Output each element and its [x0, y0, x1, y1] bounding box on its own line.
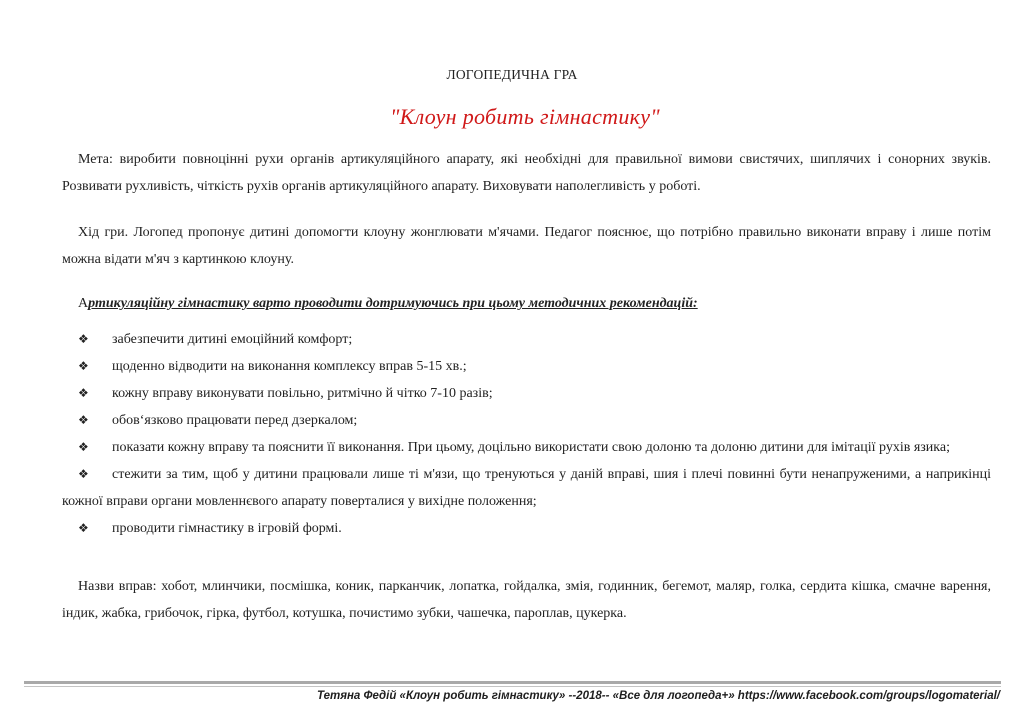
- list-item-text: стежити за тим, щоб у дитини працювали лише ті м'язи, що тренуються у даній вправі, шия і плечі повинні бути ненапруженими, а наприкінці кожної вправи органи мовленнєвого апарату поверталися у вихідне положення;: [62, 467, 991, 509]
- list-item-text: забезпечити дитині емоційний комфорт;: [112, 332, 353, 347]
- list-item: [62, 326, 991, 353]
- exercise-names-paragraph: Назви вправ: хобот, млинчики, посмішка, коник, парканчик, лопатка, гойдалка, змія, годинник, бегемот, маляр, голка, сердита кішка, смачне варення, індик, жабка, грибочок, гірка, футбол, котушка, почистимо зубки, чашечка, пароплав, цукерка.: [62, 579, 991, 621]
- list-item: [62, 407, 991, 434]
- intro-first-letter: А: [78, 296, 89, 311]
- list-item: [62, 461, 991, 515]
- list-item-text: проводити гімнастику в ігровій формі.: [112, 521, 342, 536]
- intro-emphasis: ртикуляційну гімнастику варто проводити дотримуючись при цьому методичних рекомендацій:: [88, 296, 698, 311]
- diamond-bullet-icon: ❖: [78, 332, 89, 346]
- list-item: [62, 434, 991, 461]
- list-item-text: щоденно відводити на виконання комплексу вправ 5-15 хв.;: [112, 359, 467, 374]
- diamond-bullet-icon: ❖: [78, 359, 89, 373]
- footer-credit: Тетяна Федій «Клоун робить гімнастику» --2018-- «Все для логопеда+» https://www.facebook.com/groups/logomaterial/: [317, 690, 1000, 702]
- diamond-bullet-icon: ❖: [78, 467, 89, 481]
- diamond-bullet-icon: ❖: [78, 386, 89, 400]
- footer-divider: [24, 681, 1001, 684]
- document-kicker: ЛОГОПЕДИЧНА ГРА: [446, 67, 578, 82]
- diamond-bullet-icon: ❖: [78, 440, 89, 454]
- list-item: [62, 515, 991, 542]
- footer-divider-thin: [24, 686, 1001, 687]
- list-item: [62, 353, 991, 380]
- diamond-bullet-icon: ❖: [78, 521, 89, 535]
- diamond-bullet-icon: ❖: [78, 413, 89, 427]
- goal-paragraph: Мета: виробити повноцінні рухи органів артикуляційного апарату, які необхідні для правильної вимови свистячих, шиплячих і сонорних звуків. Розвивати рухливість, чіткість рухів органів артикуляційного апарату. Виховувати наполегливість у роботі.: [62, 152, 991, 194]
- game-course-paragraph: Хід гри. Логопед пропонує дитині допомогти клоуну жонглювати м'ячами. Педагог пояснює, що потрібно правильно виконати вправу і лише потім можна відати м'яч з картинкою клоуну.: [62, 225, 991, 267]
- list-item-text: показати кожну вправу та пояснити її виконання. При цьому, доцільно використати свою долоню та долоню дитини для імітації рухів язика;: [112, 440, 950, 455]
- recommendations-intro: [62, 290, 991, 317]
- list-item-text: кожну вправу виконувати повільно, ритмічно й чітко 7-10 разів;: [112, 386, 493, 401]
- list-item: [62, 380, 991, 407]
- recommendations-list: [62, 326, 991, 542]
- list-item-text: обов‘язково працювати перед дзеркалом;: [112, 413, 358, 428]
- document-title: "Клоун робить гімнастику": [390, 104, 660, 129]
